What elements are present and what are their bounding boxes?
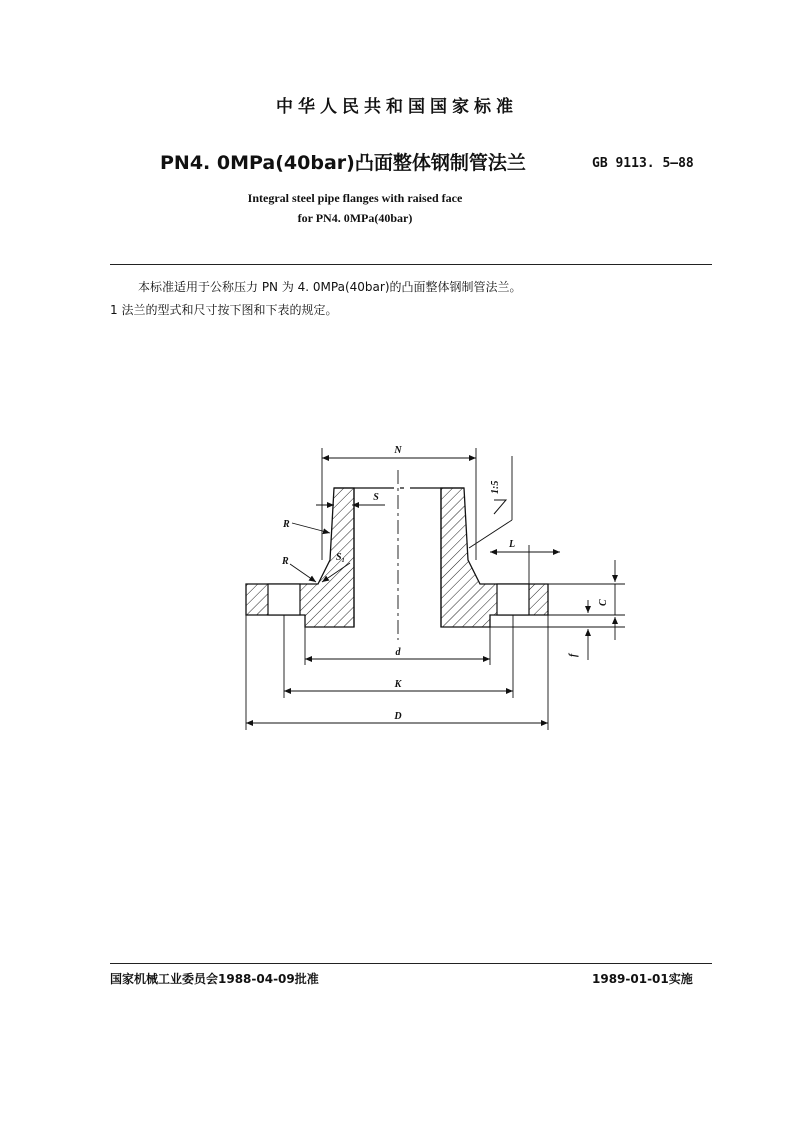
english-title-line1: Integral steel pipe flanges with raised face	[247, 191, 463, 205]
dim-label-D: D	[394, 711, 402, 722]
dim-label-R-lower: R	[282, 556, 289, 567]
flange-right-section	[441, 488, 548, 627]
dim-label-S: S	[373, 492, 379, 503]
implementation-date: 1989-01-01实施	[592, 972, 693, 986]
dim-label-f: f	[568, 653, 579, 657]
slope-symbol	[494, 500, 506, 514]
footer-divider	[110, 963, 712, 964]
dim-label-L: L	[508, 539, 516, 550]
bolt-hole-right	[497, 584, 529, 615]
dim-label-R-upper: R	[283, 519, 290, 530]
scope-paragraph: 本标准适用于公称压力 PN 为 4. 0MPa(40bar)的凸面整体钢制管法兰。	[138, 280, 522, 294]
dim-label-d: d	[395, 647, 401, 658]
english-title-line2: for PN4. 0MPa(40bar)	[297, 211, 413, 225]
dim-label-slope: 1:5	[490, 480, 501, 494]
approval-note: 国家机械工业委员会1988-04-09批准	[110, 972, 319, 986]
dim-label-N: N	[394, 445, 402, 456]
document-title: PN4. 0MPa(40bar)凸面整体钢制管法兰	[160, 152, 526, 174]
standard-number: GB 9113. 5—88	[592, 156, 694, 171]
clause-1-paragraph: 1 法兰的型式和尺寸按下图和下表的规定。	[110, 303, 338, 317]
dim-label-K: K	[394, 679, 402, 690]
national-standard-heading: 中华人民共和国国家标准	[276, 97, 518, 117]
dim-label-C: C	[598, 599, 609, 606]
bolt-hole-left	[268, 584, 300, 615]
dim-label-S1: S₁	[336, 552, 346, 563]
